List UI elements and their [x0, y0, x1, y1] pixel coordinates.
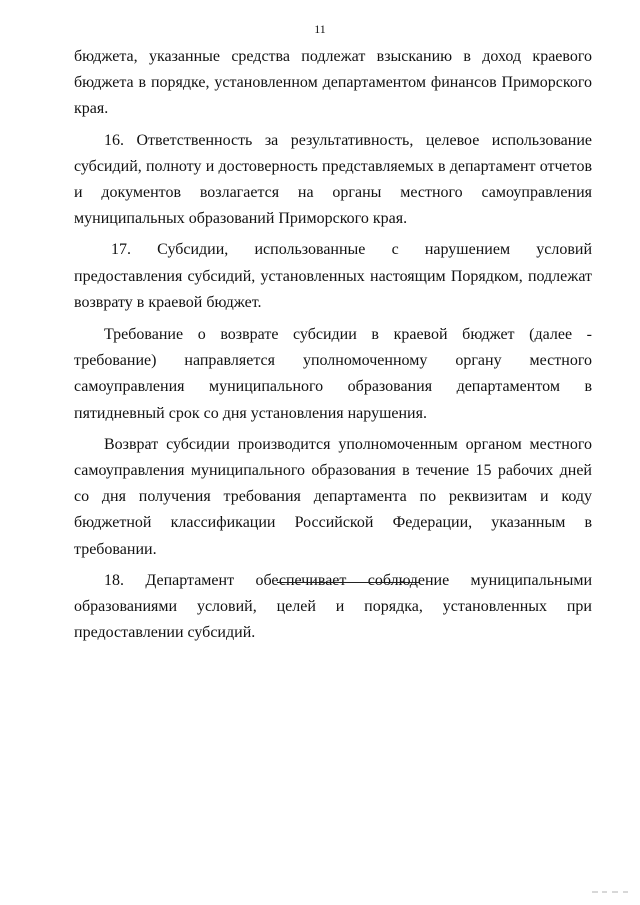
- end-separator-line: [277, 582, 420, 583]
- paragraph-18: 18. Департамент обеспечивает соблюдение муниципальными образованиями условий, целей и порядка, установленных при предоставлении субсидий.: [74, 571, 592, 642]
- paragraph-continuation: бюджета, указанные средства подлежат взысканию в доход краевого бюджета в порядке, установленном департаментом финансов Приморского края.: [74, 48, 592, 118]
- paragraph-16: 16. Ответственность за результативность, целевое использование субсидий, полноту и достоверность представляемых в департамент отчетов и документов возлагается на органы местного самоуправления муниципальных образований Приморского края.: [74, 131, 592, 228]
- scan-artifact: [592, 891, 632, 895]
- paragraph-17: 17. Субсидии, использованные с нарушением условий предоставления субсидий, установленных настоящим Порядком, подлежат возврату в краевой бюджет.: [74, 241, 592, 311]
- document-body: [74, 44, 592, 646]
- paragraph-refund-procedure: Возврат субсидии производится уполномоченным органом местного самоуправления муниципального образования в течение 15 рабочих дней со дня получения требования департамента по реквизитам и коду бюджетной классификации Российской Федерации, указанным в требовании.: [74, 435, 592, 558]
- page-number: 11: [314, 22, 326, 36]
- paragraph-refund-request: Требование о возврате субсидии в краевой бюджет (далее - требование) направляется уполномоченному органу местного самоуправления муниципального образования департаментом в пятидневный срок со дня установления нарушения.: [74, 326, 592, 422]
